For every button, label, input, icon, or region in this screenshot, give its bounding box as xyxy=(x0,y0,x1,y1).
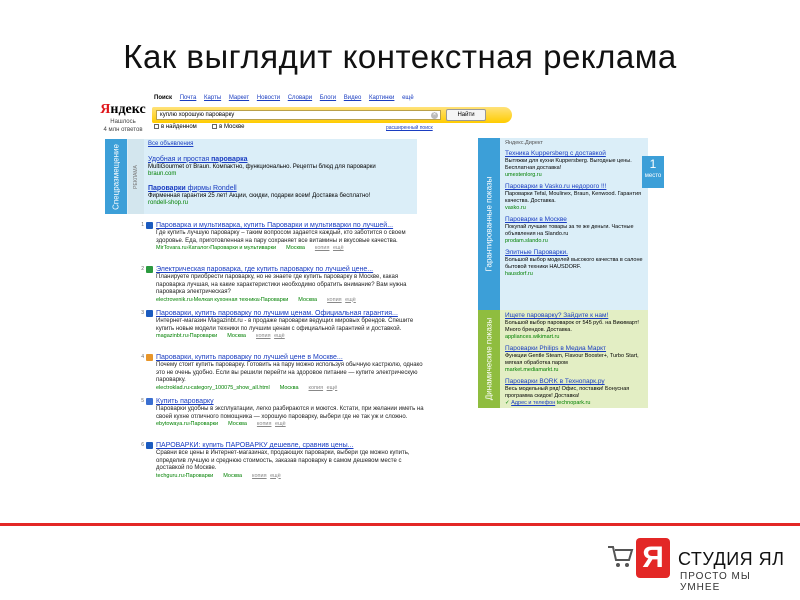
result-snippet: Где купить лучшую пароварку – таким вопросом задается каждый, кто заботится о своем здоровье. Еда, приготовленная на пару сохраняет все витамины и вкусовые качества. xyxy=(156,230,406,244)
direct-ad xyxy=(505,312,645,341)
first-place-badge xyxy=(642,156,664,188)
result-title[interactable]: Пароварка и мультиварка, купить Пароварки и мультиварки по лучшей... xyxy=(156,222,394,229)
direct-ad-text: Вытяжки для кухни Kuppersberg. Выгодные цены. Бесплатная доставка! xyxy=(505,158,632,171)
ad-strip-label: РЕКЛАМА xyxy=(133,164,139,189)
nav-mail[interactable]: Почта xyxy=(179,95,197,101)
advanced-search-link[interactable]: расширенный поиск xyxy=(386,125,433,131)
service-nav xyxy=(154,95,420,105)
result-region: Москва xyxy=(223,472,243,479)
search-input[interactable] xyxy=(156,110,441,120)
result-more-link[interactable]: ещё xyxy=(270,472,281,479)
result-snippet: Сравни все цены в Интернет-магазинах, продающих пароварки, выбери где можно купить, определив лучшую и среднюю стоимость, заказав пароварку в самом дешевом месте с доставкой по Москве. xyxy=(156,450,410,471)
favicon-icon xyxy=(146,266,153,273)
result-snippet: Планируете приобрести пароварку, но не знаете где купить пароварку в Москве, какая пароварка лучшая, на какие характеристики необходимо обратить внимание? Вам нужна пароварка электрическая? xyxy=(156,274,407,295)
found-checkbox[interactable] xyxy=(154,124,159,129)
direct-ad-url[interactable]: vasko.ru xyxy=(505,205,526,211)
result-copy-link[interactable]: копия xyxy=(314,245,330,251)
slide-title: Как выглядит контекстная реклама xyxy=(123,38,677,75)
special-ad-text: Фирменная гарантия 25 лет! Акции, скидки, подарки всем! Доставка бесплатно! xyxy=(148,192,371,199)
result-copy-link[interactable]: копия xyxy=(327,296,342,303)
location-pin-icon: ✓ xyxy=(505,400,510,406)
guaranteed-tab xyxy=(478,138,500,310)
direct-ad-title[interactable]: Элитные Пароварки. xyxy=(505,249,568,256)
special-ad xyxy=(148,155,414,179)
place-number: 1 xyxy=(649,157,657,171)
result-number: 6 xyxy=(141,442,144,448)
direct-ad-text: Функции Gentle Steam, Flavour Booster+, Turbo Start, мягкая обработка паром xyxy=(505,353,639,366)
result-url[interactable]: electroklad.ru›category_100075_show_all.html xyxy=(156,384,270,391)
clear-icon[interactable]: × xyxy=(432,112,437,118)
result-snippet: Интернет-магазин Magazinbt.ru - в продаже пароварки ведущих мировых брендов. Спешите купить новые модели техники по лучшим ценам с официальной гарантией и доставкой. xyxy=(156,318,414,332)
direct-ad-url[interactable]: appliances.wikimart.ru xyxy=(505,334,560,340)
result-copy-link[interactable]: копия xyxy=(256,333,271,339)
direct-ad-text: Весь модельный ряд! Офис, поставки! Бонусная программа скидок! Доставка! xyxy=(505,386,630,399)
nav-dictionaries[interactable]: Словари xyxy=(287,95,313,101)
direct-ad-title[interactable]: Пароварки Philips в Медиа Маркт xyxy=(505,345,607,352)
search-query: куплю хорошую пароварку xyxy=(160,112,235,118)
direct-ad-title[interactable]: Техника Kuppersberg с доставкой xyxy=(505,150,606,157)
ad-strip xyxy=(128,139,144,214)
region-checkbox-label: в Москве xyxy=(219,124,245,130)
special-ad-url[interactable]: rondell-shop.ru xyxy=(148,200,189,206)
direct-ad-url[interactable]: market.mediamarkt.ru xyxy=(505,367,559,373)
direct-ad xyxy=(505,249,645,278)
studio-name: СТУДИЯ ЯЛ xyxy=(678,549,785,569)
special-placement-label: Спецразмещение xyxy=(111,143,121,210)
search-result xyxy=(137,265,427,309)
direct-ad-text: Большой выбор моделей высокого качества в салоне бытовой техники HAUSDORF. xyxy=(505,257,643,270)
direct-ad xyxy=(505,378,645,407)
footer-divider xyxy=(0,523,800,526)
result-region: Москва xyxy=(279,384,299,391)
guaranteed-block xyxy=(478,138,648,310)
direct-ad-title[interactable]: Пароварки BORK в Технопарк.ру xyxy=(505,378,605,385)
nav-blogs[interactable]: Блоги xyxy=(319,95,337,101)
search-button[interactable]: Найти xyxy=(446,109,486,121)
direct-ad-title[interactable]: Пароварки в Москве xyxy=(505,216,567,223)
address-site[interactable]: technopark.ru xyxy=(556,400,591,406)
result-number: 5 xyxy=(141,398,144,404)
direct-ad xyxy=(505,150,645,179)
direct-ad-text: Большой выбор пароварок от 545 руб. на Викимарт! Много брендов. Доставка. xyxy=(505,320,639,333)
special-ad-text: MultiGourmet от Braun. Компактно, функционально. Рецепты блюд для пароварки xyxy=(148,163,376,170)
direct-ad-url[interactable]: umestenlorg.ru xyxy=(505,172,542,178)
special-placement-tab xyxy=(105,139,127,214)
organic-results xyxy=(137,221,427,485)
all-ads-link[interactable]: Все объявления xyxy=(148,141,194,147)
result-title[interactable]: Пароварки, купить пароварку по лучшей цене в Москве... xyxy=(156,354,343,361)
dynamic-block xyxy=(478,310,648,408)
direct-ad-url[interactable]: hausdorf.ru xyxy=(505,271,533,277)
nav-more[interactable]: ещё xyxy=(402,95,414,101)
search-bar xyxy=(152,107,512,123)
result-number: 3 xyxy=(141,310,144,316)
search-result xyxy=(137,353,427,397)
result-more-link[interactable]: ещё xyxy=(274,333,285,339)
found-count-line2: 4 млн ответов xyxy=(103,127,143,133)
result-snippet: Почему стоит купить пароварку. Готовить на пару можно используя обычную кастрюлю, однако это не очень удобно. Если вы решили перейти на здоровое питание — купите электрическую пароварку. xyxy=(156,362,423,383)
special-placement-block xyxy=(105,139,417,214)
search-options xyxy=(154,124,244,130)
direct-ad xyxy=(505,345,645,374)
result-region: Москва xyxy=(228,421,247,427)
favicon-icon xyxy=(146,398,153,405)
found-count-line1: Нашлось xyxy=(110,119,136,125)
guaranteed-label: Гарантированные показы xyxy=(484,176,494,272)
region-checkbox[interactable] xyxy=(212,124,217,129)
search-result xyxy=(137,309,427,353)
special-ad-url[interactable]: braun.com xyxy=(148,171,177,177)
direct-ad xyxy=(505,216,645,245)
result-copy-link[interactable]: копия xyxy=(308,384,324,391)
result-title[interactable]: Пароварки, купить пароварку по лучшим ценам. Официальная гарантия... xyxy=(156,310,398,317)
result-number: 2 xyxy=(141,266,144,272)
result-copy-link[interactable]: копия xyxy=(252,472,267,479)
result-more-link[interactable]: ещё xyxy=(275,421,286,427)
special-ad xyxy=(148,184,414,208)
logo-first-letter: Я xyxy=(100,102,111,117)
favicon-icon xyxy=(146,222,153,229)
address-phone-link[interactable]: Адрес и телефон xyxy=(511,400,556,406)
logo-rest: ндекс xyxy=(110,102,146,117)
favicon-icon xyxy=(146,354,153,361)
nav-maps[interactable]: Карты xyxy=(204,95,222,101)
search-screenshot xyxy=(96,92,666,479)
special-ad-title[interactable]: Удобная и простая пароварка xyxy=(148,155,248,163)
nav-search: Поиск xyxy=(154,95,173,101)
result-title[interactable]: ПАРОВАРКИ: купить ПАРОВАРКУ дешевле, сравнив цены... xyxy=(156,442,354,449)
result-more-link[interactable]: ещё xyxy=(326,384,338,391)
shopping-cart-icon xyxy=(606,543,634,569)
nav-market[interactable]: Маркет xyxy=(228,95,250,101)
nav-images[interactable]: Картинки xyxy=(368,95,395,101)
place-word: место xyxy=(644,173,662,179)
yandex-logo[interactable] xyxy=(99,102,147,134)
brand-block xyxy=(606,535,792,593)
nav-news[interactable]: Новости xyxy=(256,95,281,101)
studio-tagline: ПРОСТО МЫ УМНЕЕ xyxy=(680,571,751,593)
search-result xyxy=(137,397,427,441)
result-title[interactable]: Купить пароварку xyxy=(156,398,214,405)
dynamic-tab xyxy=(478,310,500,408)
search-result xyxy=(137,221,427,265)
nav-video[interactable]: Видео xyxy=(343,95,362,101)
studio-logo: Я xyxy=(636,538,670,578)
result-url[interactable]: MirTovara.ru›Каталог›Пароварки и мультиварки xyxy=(156,245,277,251)
result-number: 4 xyxy=(141,354,144,360)
yandex-direct-label[interactable]: Яндекс.Директ xyxy=(505,140,543,146)
direct-ad-url[interactable]: prodam.slando.ru xyxy=(505,238,548,244)
favicon-icon xyxy=(146,442,153,449)
result-url[interactable]: electrovenik.ru›Мелкая кухонная техника›Пароварки xyxy=(156,296,289,303)
result-url[interactable]: magazinbt.ru›Пароварки xyxy=(156,333,218,339)
result-title[interactable]: Электрическая пароварка, где купить пароварку по лучшей цене... xyxy=(156,266,374,273)
result-more-link[interactable]: ещё xyxy=(332,245,344,251)
result-more-link[interactable]: ещё xyxy=(345,296,356,303)
result-url[interactable]: techguru.ru›Пароварки xyxy=(156,472,214,479)
direct-ad-text: Покупай лучшие товары за те же деньги. Частные объявления на Slando.ru xyxy=(505,224,634,237)
favicon-icon xyxy=(146,310,153,317)
result-number: 1 xyxy=(141,222,144,228)
direct-ad-text: Пароварки Tefal, Moulinex, Braun, Kenwood. Гарантия качества. Доставка. xyxy=(505,191,642,204)
direct-ad-title[interactable]: Ищете пароварку? Зайдите к нам! xyxy=(505,312,609,319)
result-copy-link[interactable]: копия xyxy=(256,421,272,427)
direct-ad xyxy=(505,183,645,212)
result-region: Москва xyxy=(227,333,246,339)
result-region: Москва xyxy=(298,296,318,303)
result-region: Москва xyxy=(286,245,305,251)
direct-ad-title[interactable]: Пароварки в Vasko.ru недорого !!! xyxy=(505,183,607,190)
result-url[interactable]: ebytowaya.ru›Пароварки xyxy=(156,421,219,427)
special-ad-title[interactable]: Пароварки фирмы Rondell xyxy=(148,184,237,192)
dynamic-label: Динамические показы xyxy=(484,317,494,401)
found-checkbox-label: в найденном xyxy=(161,124,197,130)
result-snippet: Пароварки удобны в эксплуатации, легко разбираются и моются. Кстати, при желании иметь на своей кухне отличного помощника — хорошую пароварку, выбери где не так уж и сложно. xyxy=(156,406,424,420)
search-result xyxy=(137,441,427,485)
